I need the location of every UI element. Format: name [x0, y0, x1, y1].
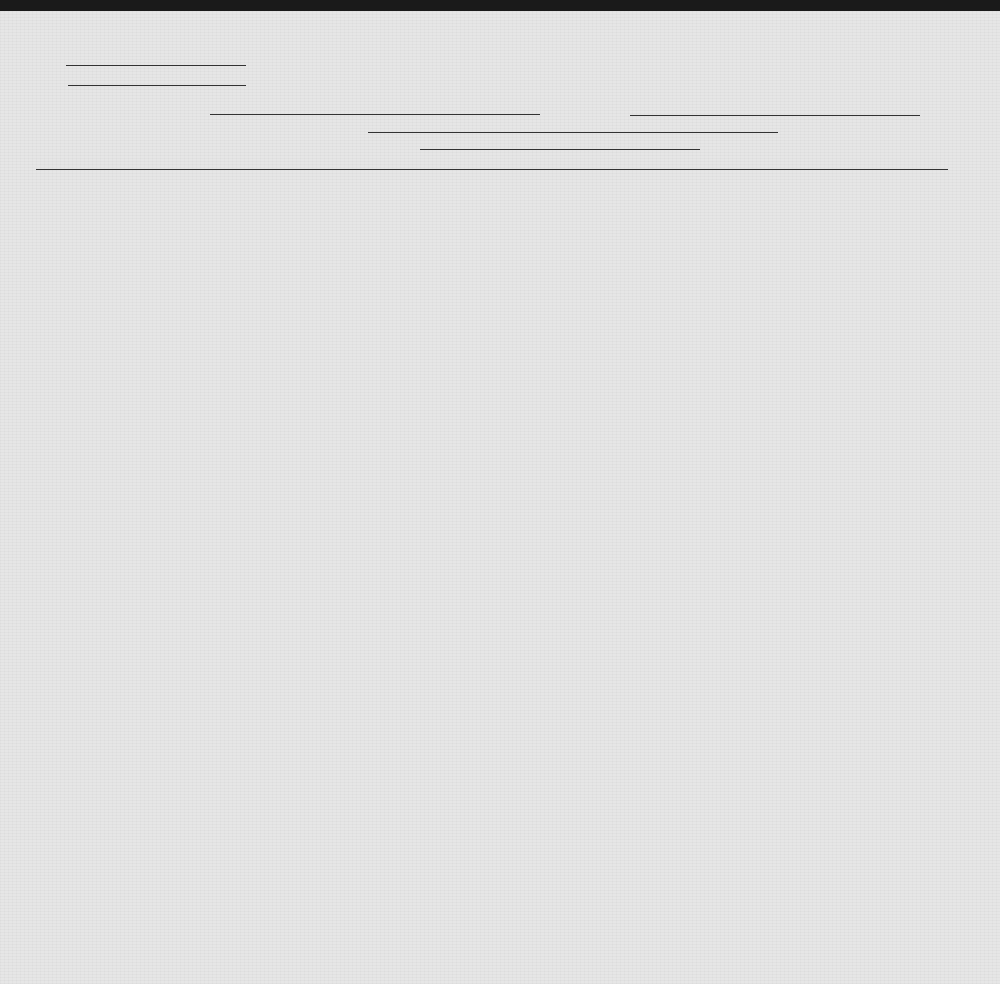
census-page	[0, 11, 1000, 984]
census-grid	[0, 11, 1000, 984]
archive-banner	[0, 0, 1000, 11]
